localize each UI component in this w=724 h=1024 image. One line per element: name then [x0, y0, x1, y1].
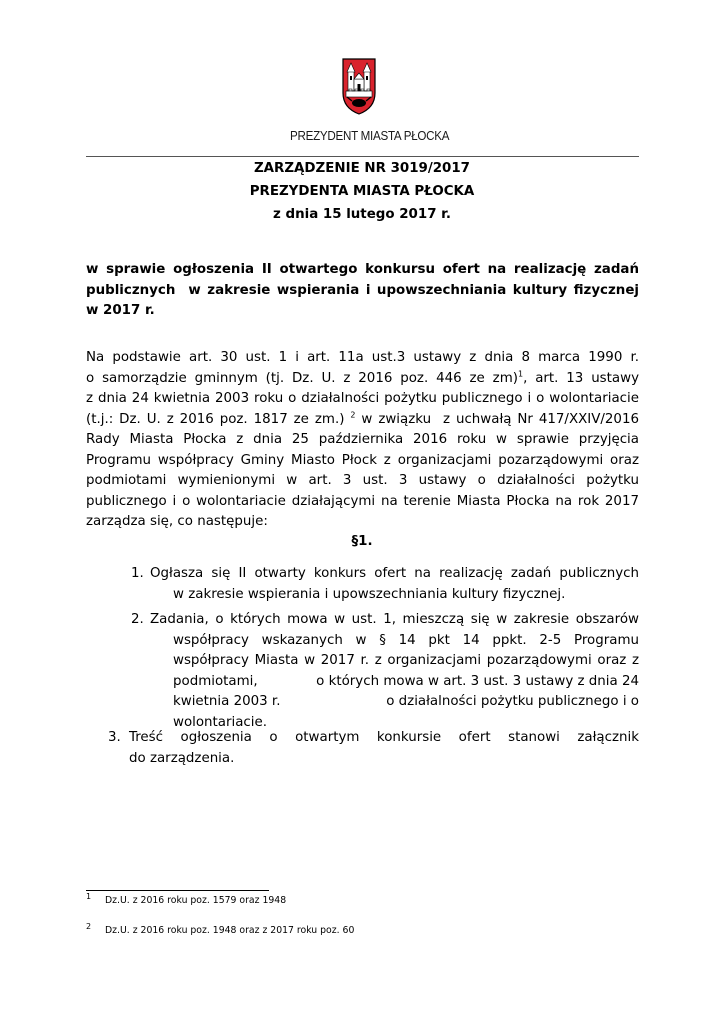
preamble-line	[86, 369, 639, 390]
list-item-text: o działalności pożytku publicznego i o	[386, 694, 639, 709]
list-item-text: podmiotami,	[173, 673, 258, 689]
section-mark: §1.	[351, 534, 373, 549]
list-item-number: 2.	[131, 612, 144, 627]
plock-coat-of-arms-icon	[341, 57, 377, 115]
list-item-line: Zadania, o których mowa w ust. 1, mieszczą się w zakresie obszarów	[150, 612, 639, 627]
footnote-text: Dz.U. z 2016 roku poz. 1579 oraz 1948	[105, 895, 287, 906]
list-item-text: kwietnia 2003 r.	[173, 694, 281, 709]
list-item-text	[129, 728, 639, 769]
list-item-line: wolontariacie.	[173, 714, 268, 730]
list-item-line	[150, 672, 639, 693]
preamble-line: Na podstawie art. 30 ust. 1 i art. 11a ust.3 ustawy z dnia 8 marca 1990 r.	[86, 350, 639, 365]
preamble-line: publicznego i o wolontariacie działającymi na terenie Miasta Płocka na rok 2017	[86, 493, 639, 509]
preamble-line: Rady Miasta Płocka z dnia 25 października 2016 roku w sprawie przyjęcia	[86, 432, 639, 447]
list-item-line: Treść ogłoszenia o otwartym konkursie ofert stanowi załącznik	[129, 730, 639, 745]
preamble-text: , art. 13 ustawy	[523, 370, 639, 386]
footnote-ref: 2	[350, 410, 356, 420]
footnote-ref: 1	[517, 369, 524, 379]
preamble-line	[86, 410, 639, 431]
list-item-line: Ogłasza się II otwarty konkurs ofert na realizację zadań publicznych	[150, 566, 639, 581]
list-item-line: do zarządzenia.	[129, 750, 235, 766]
list-item-text	[150, 610, 639, 733]
list-item	[131, 610, 639, 730]
subject-line: w sprawie ogłoszenia II otwartego konkursu ofert na realizację zadań	[86, 262, 639, 277]
list-item-text	[150, 564, 639, 605]
preamble-line: Programu współpracy Gminy Miasto Płock z organizacjami pozarządowymi oraz	[86, 452, 639, 468]
subject-line: w 2017 r.	[86, 303, 155, 318]
preamble-text: o samorządzie gminnym (tj. Dz. U. z 2016 poz. 446 ze zm)	[86, 370, 518, 386]
header-divider	[86, 156, 639, 157]
footnote-text: Dz.U. z 2016 roku poz. 1948 oraz z 2017 roku poz. 60	[105, 925, 355, 936]
preamble-line: zarządza się, co następuje:	[86, 514, 268, 529]
preamble-line: z dnia 24 kwietnia 2003 roku o działalności pożytku publicznego i o wolontariacie	[86, 391, 639, 406]
list-item-line: w zakresie wspierania i upowszechniania kultury fizycznej.	[173, 586, 566, 602]
list-item-number: 1.	[131, 566, 144, 581]
list-item-line: współpracy Miasta w 2017 r. z organizacjami pozarządowymi oraz z	[173, 653, 639, 668]
list-item-line	[150, 692, 639, 713]
subject-line: publicznych w zakresie wspierania i upowszechniania kultury fizycznej	[86, 282, 639, 298]
list-item	[108, 728, 639, 770]
list-item-number: 3.	[108, 730, 121, 745]
footnote-divider	[86, 890, 269, 891]
preamble-text: (t.j.: Dz. U. z 2016 poz. 1817 ze zm.)	[86, 411, 345, 427]
list-item-text: o których mowa w art. 3 ust. 3 ustawy z dnia 24	[316, 673, 639, 689]
preamble	[86, 348, 639, 533]
preamble-line: podmiotami wymienionymi w art. 3 ust. 3 ustawy o działalności pożytku	[86, 473, 639, 488]
ordinance-issuer: PREZYDENTA MIASTA PŁOCKA	[249, 184, 475, 199]
footnote-number: 2	[86, 922, 92, 931]
list-item-line: współpracy wskazanych w § 14 pkt 14 ppkt. 2-5 Programu	[173, 632, 639, 648]
org-name-text: PREZYDENT MIASTA PŁOCKA	[290, 128, 450, 143]
ordinance-date: z dnia 15 lutego 2017 r.	[273, 207, 451, 222]
ordinance-number: ZARZĄDZENIE NR 3019/2017	[253, 161, 471, 176]
preamble-text: w związku z uchwałą Nr 417/XXIV/2016	[355, 411, 639, 427]
footnote-number: 1	[86, 892, 92, 901]
list-item	[131, 564, 639, 606]
ordinance-subject	[86, 260, 639, 322]
